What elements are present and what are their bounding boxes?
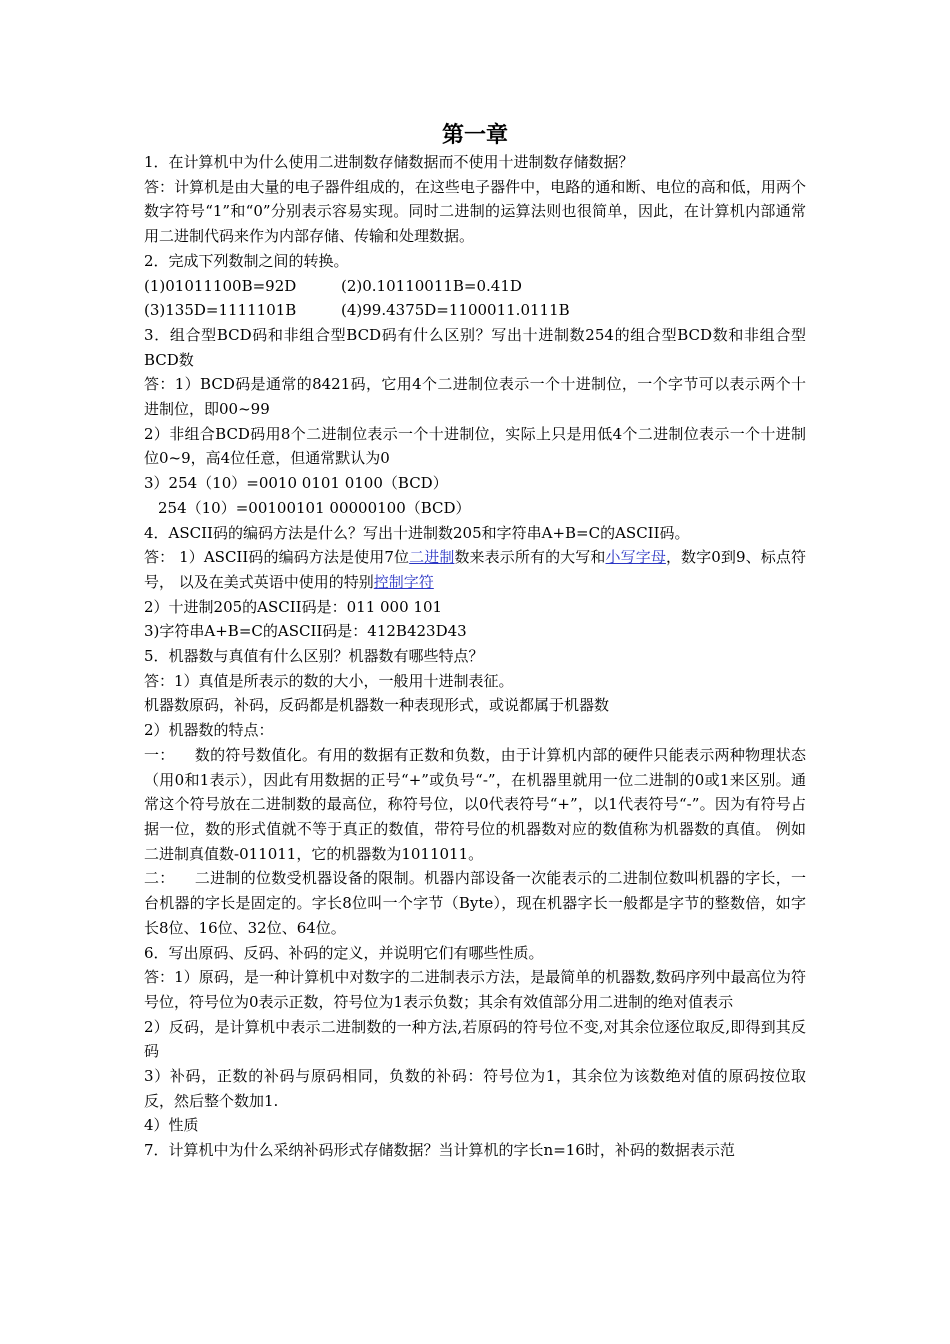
- conversion-4: (4)99.4375D=1100011.0111B: [341, 301, 570, 320]
- answer-4-part-2: 2）十进制205的ASCII码是：011 000 101: [144, 597, 443, 616]
- point-2-text: 二进制的位数受机器设备的限制。机器内部设备一次能表示的二进制位数叫机器的字长，一台机器的字长是固定的。字长8位叫一个字节（Byte），现在机器字长一般都是字节的整数倍，如字长8位、16位、32位、64位。: [144, 869, 806, 937]
- answer-4-text-b: 数来表示所有的大写和: [454, 548, 606, 567]
- answer-6-part-1: 答：1）原码，是一种计算机中对数字的二进制表示方法，是最简单的机器数,数码序列中最高位为符号位，符号位为0表示正数，符号位为1表示负数；其余有效值部分用二进制的绝对值表示: [144, 968, 806, 1011]
- question-1: 1．在计算机中为什么使用二进制数存储数据而不使用十进制数存储数据？: [144, 153, 634, 171]
- point-1-text: 数的符号数值化。有用的数据有正数和负数，由于计算机内部的硬件只能表示两种物理状态（用0和1表示），因此有用数据的正号“+”或负号“-”，在机器里就用一位二进制的0或1来区别。通常这个符号放在二进制数的最高位，称符号位，以0代表符号“+”，以1代表符号“-”。因为有符号占据一位，数的形式值就不等于真正的数值，带符号位的机器数对应的数值称为机器数的真值。 例如二进制真值数-011011，它的机器数为1011011。: [144, 745, 806, 863]
- answer-4-part-1: [144, 545, 806, 594]
- answer-3-part-2: 2）非组合BCD码用8个二进制位表示一个十进制位，实际上只是用低4个二进制位表示一个十进制位0~9，高4位任意，但通常默认为0: [144, 424, 806, 468]
- conversion-row-1: [144, 274, 806, 299]
- point-2-label: 二：: [144, 869, 175, 888]
- question-4: 4．ASCII码的编码方法是什么？写出十进制数205和字符串A+B=C的ASCII码。: [144, 523, 690, 542]
- conversion-1: (1)01011100B=92D: [144, 276, 297, 295]
- conversion-row-2: [144, 298, 806, 323]
- answer-3-part-3: 3）254（10）=0010 0101 0100（BCD）: [144, 474, 448, 493]
- question-5: 5．机器数与真值有什么区别？机器数有哪些特点？: [144, 647, 484, 666]
- answer-1: 答：计算机是由大量的电子器件组成的，在这些电子器件中，电路的通和断、电位的高和低，用两个数字符号“1”和“0”分别表示容易实现。同时二进制的运算法则也很简单，因此，在计算机内部通常用二进制代码来作为内部存储、传输和处理数据。: [144, 177, 806, 246]
- question-3: 3．组合型BCD码和非组合型BCD码有什么区别？写出十进制数254的组合型BCD数和非组合型BCD数: [144, 325, 806, 369]
- conversion-2: (2)0.10110011B=0.41D: [341, 276, 522, 295]
- answer-5-point-2: [144, 866, 806, 940]
- answer-5-point-1: [144, 743, 806, 867]
- conversion-3: (3)135D=1111101B: [144, 301, 297, 320]
- answer-5-part-2: 机器数原码，补码，反码都是机器数一种表现形式，或说都属于机器数: [144, 696, 610, 715]
- answer-5-part-1: 答：1）真值是所表示的数的大小，一般用十进制表征。: [144, 671, 514, 690]
- chapter-title: 第一章: [441, 122, 508, 148]
- answer-5-part-3: 2）机器数的特点：: [144, 721, 274, 740]
- point-1-label: 一：: [144, 745, 175, 764]
- answer-6-part-4: 4）性质: [144, 1116, 199, 1135]
- link-binary[interactable]: 二进制: [409, 548, 455, 567]
- question-6: 6．写出原码、反码、补码的定义，并说明它们有哪些性质。: [144, 943, 544, 962]
- question-7: 7．计算机中为什么采纳补码形式存储数据？当计算机的字长n=16时，补码的数据表示范: [144, 1141, 735, 1160]
- question-2: 2．完成下列数制之间的转换。: [144, 251, 349, 270]
- answer-4-text-c: ，数字0到9、标点符号， 以及在美式英语中使用的特别: [144, 548, 806, 591]
- answer-3-part-4: 254（10）=00100101 00000100（BCD）: [158, 498, 471, 517]
- answer-6-part-2: 2）反码，是计算机中表示二进制数的一种方法,若原码的符号位不变,对其余位逐位取反,即得到其反码: [144, 1017, 806, 1061]
- answer-4-part-3: 3)字符串A+B=C的ASCII码是：412B423D43: [144, 622, 467, 641]
- answer-4-text-a: 答： 1）ASCII码的编码方法是使用7位: [144, 548, 410, 567]
- link-control-characters[interactable]: 控制字符: [373, 572, 434, 591]
- document-page: [144, 120, 806, 1163]
- answer-3-part-1: 答：1）BCD码是通常的8421码，它用4个二进制位表示一个十进制位，一个字节可以表示两个十进制位，即00~99: [144, 375, 806, 419]
- link-lowercase-letters[interactable]: 小写字母: [605, 548, 666, 567]
- answer-6-part-3: 3）补码，正数的补码与原码相同，负数的补码：符号位为1，其余位为该数绝对值的原码按位取反，然后整个数加1.: [144, 1067, 806, 1110]
